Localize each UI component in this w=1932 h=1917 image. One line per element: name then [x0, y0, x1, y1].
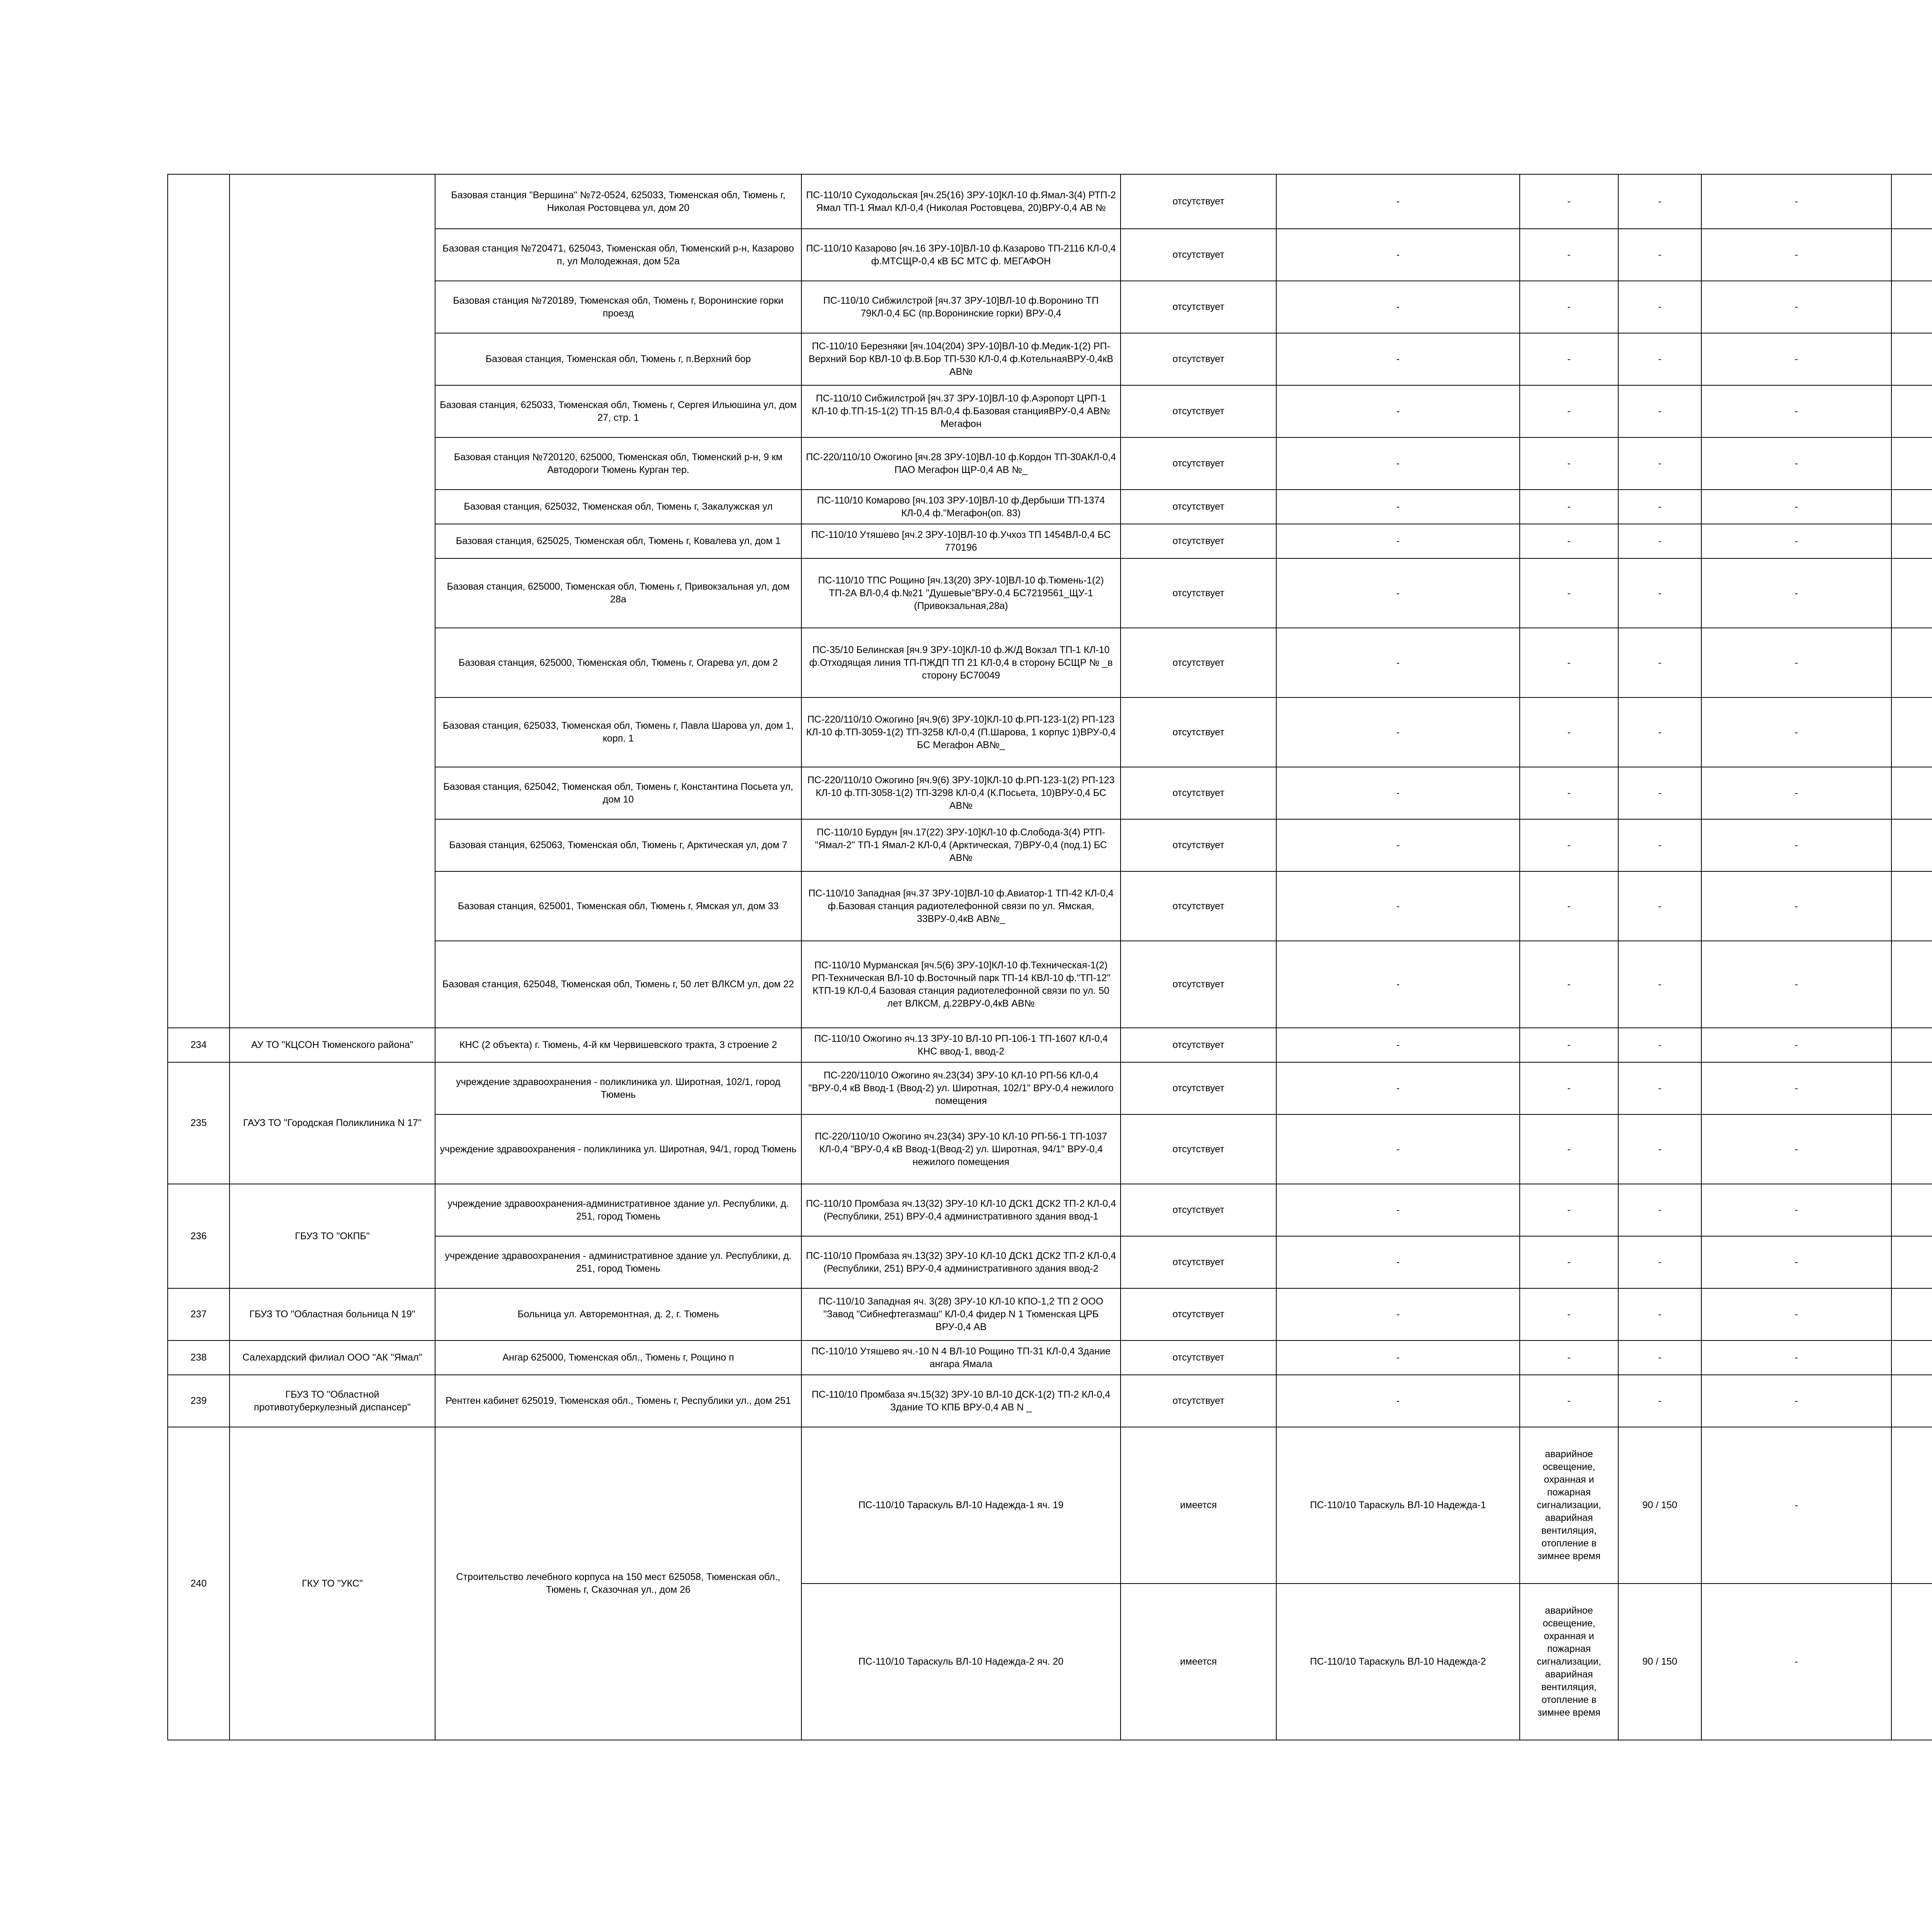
- cell-reserve: отсутствует: [1121, 490, 1276, 524]
- cell-col9: -: [1701, 1340, 1891, 1375]
- cell-col9: -: [1701, 871, 1891, 941]
- cell-col10: [1891, 558, 1932, 628]
- cell-consumers: -: [1520, 1375, 1618, 1427]
- cell-load: -: [1618, 767, 1701, 819]
- cell-load: -: [1618, 819, 1701, 871]
- cell-reserve-source: -: [1276, 1028, 1520, 1062]
- cell-reserve: отсутствует: [1121, 1375, 1276, 1427]
- cell-object: Базовая станция, 625063, Тюменская обл, Тюмень г, Арктическая ул, дом 7: [435, 819, 801, 871]
- cell-col10: [1891, 767, 1932, 819]
- cell-consumers: -: [1520, 1184, 1618, 1236]
- cell-org: Салехардский филиал ООО "АК "Ямал": [230, 1340, 435, 1375]
- cell-col9: -: [1701, 697, 1891, 767]
- cell-reserve: отсутствует: [1121, 174, 1276, 229]
- cell-power-source: ПС-110/10 Мурманская [яч.5(6) ЗРУ-10]КЛ-10 ф.Техническая-1(2) РП-Техническая ВЛ-10 ф.Восточный парк ТП-14 КВЛ-10 ф."ТП-12" КТП-19 КЛ-0,4 Базовая станция радиотелефонной связи по ул. 50 лет ВЛКСМ, д.22ВРУ-0,4кВ АВ№: [801, 941, 1121, 1028]
- cell-object: учреждение здравоохранения - поликлиника ул. Широтная, 94/1, город Тюмень: [435, 1114, 801, 1184]
- cell-load: -: [1618, 697, 1701, 767]
- cell-reserve-source: -: [1276, 1288, 1520, 1340]
- cell-object: Базовая станция, 625033, Тюменская обл, Тюмень г, Павла Шарова ул, дом 1, корп. 1: [435, 697, 801, 767]
- cell-object: Базовая станция "Вершина" №72-0524, 625033, Тюменская обл, Тюмень г, Николая Ростовцева ул, дом 20: [435, 174, 801, 229]
- cell-num: 239: [168, 1375, 230, 1427]
- cell-object: Базовая станция №720471, 625043, Тюменская обл, Тюменский р-н, Казарово п, ул Молодежная, дом 52а: [435, 229, 801, 281]
- cell-org: ГАУЗ ТО "Городская Поликлиника N 17": [230, 1062, 435, 1184]
- cell-reserve: имеется: [1121, 1584, 1276, 1740]
- cell-num: [168, 174, 230, 1028]
- cell-col9: -: [1701, 1062, 1891, 1114]
- cell-consumers: -: [1520, 1236, 1618, 1288]
- cell-power-source: ПС-35/10 Белинская [яч.9 ЗРУ-10]КЛ-10 ф.Ж/Д Вокзал ТП-1 КЛ-10 ф.Отходящая линия ТП-ПЖДП ТП 21 КЛ-0,4 в сторону БСЩР № _в сторону БС70049: [801, 628, 1121, 697]
- cell-object: Базовая станция, 625000, Тюменская обл, Тюмень г, Привокзальная ул, дом 28а: [435, 558, 801, 628]
- cell-object: Базовая станция, 625000, Тюменская обл, Тюмень г, Огарева ул, дом 2: [435, 628, 801, 697]
- cell-consumers: -: [1520, 1288, 1618, 1340]
- cell-col9: -: [1701, 1236, 1891, 1288]
- cell-load: -: [1618, 1288, 1701, 1340]
- cell-power-source: ПС-110/10 Промбаза яч.13(32) ЗРУ-10 КЛ-10 ДСК1 ДСК2 ТП-2 КЛ-0,4 (Республики, 251) ВРУ-0,4 административного здания ввод-2: [801, 1236, 1121, 1288]
- cell-col10: [1891, 819, 1932, 871]
- cell-object: Больница ул. Авторемонтная, д. 2, г. Тюмень: [435, 1288, 801, 1340]
- cell-reserve-source: -: [1276, 1236, 1520, 1288]
- cell-reserve-source: -: [1276, 697, 1520, 767]
- cell-reserve-source: -: [1276, 767, 1520, 819]
- cell-reserve-source: -: [1276, 1184, 1520, 1236]
- cell-load: -: [1618, 628, 1701, 697]
- cell-power-source: ПС-220/110/10 Ожогино [яч.9(6) ЗРУ-10]КЛ-10 ф.РП-123-1(2) РП-123 КЛ-10 ф.ТП-3059-1(2) ТП-3258 КЛ-0,4 (П.Шарова, 1 корпус 1)ВРУ-0,4 БС Мегафон АВ№_: [801, 697, 1121, 767]
- cell-consumers: -: [1520, 490, 1618, 524]
- cell-power-source: ПС-220/110/10 Ожогино яч.23(34) ЗРУ-10 КЛ-10 РП-56 КЛ-0,4 "ВРУ-0,4 кВ Ввод-1 (Ввод-2) ул. Широтная, 102/1" ВРУ-0,4 нежилого помещения: [801, 1062, 1121, 1114]
- cell-consumers: -: [1520, 1340, 1618, 1375]
- cell-power-source: ПС-220/110/10 Ожогино [яч.28 ЗРУ-10]ВЛ-10 ф.Кордон ТП-30АКЛ-0,4 ПАО Мегафон ЩР-0,4 АВ №_: [801, 437, 1121, 490]
- data-table: [167, 174, 1932, 1740]
- cell-consumers: -: [1520, 558, 1618, 628]
- cell-load: -: [1618, 174, 1701, 229]
- cell-consumers: -: [1520, 281, 1618, 333]
- cell-col10: [1891, 1288, 1932, 1340]
- cell-load: -: [1618, 1375, 1701, 1427]
- cell-load: -: [1618, 229, 1701, 281]
- cell-col10: [1891, 333, 1932, 385]
- cell-consumers: -: [1520, 524, 1618, 558]
- cell-reserve-source: -: [1276, 1340, 1520, 1375]
- cell-power-source: ПС-110/10 Ожогино яч.13 ЗРУ-10 ВЛ-10 РП-106-1 ТП-1607 КЛ-0,4 КНС ввод-1, ввод-2: [801, 1028, 1121, 1062]
- cell-reserve: отсутствует: [1121, 628, 1276, 697]
- cell-col10: [1891, 1236, 1932, 1288]
- cell-reserve-source: -: [1276, 229, 1520, 281]
- cell-object: КНС (2 объекта) г. Тюмень, 4-й км Червишевского тракта, 3 строение 2: [435, 1028, 801, 1062]
- cell-object: Базовая станция, 625042, Тюменская обл, Тюмень г, Константина Посьета ул, дом 10: [435, 767, 801, 819]
- cell-reserve-source: -: [1276, 1114, 1520, 1184]
- cell-col9: -: [1701, 558, 1891, 628]
- cell-object: Базовая станция, 625001, Тюменская обл, Тюмень г, Ямская ул, дом 33: [435, 871, 801, 941]
- cell-col10: [1891, 1340, 1932, 1375]
- cell-consumers: -: [1520, 941, 1618, 1028]
- cell-reserve: отсутствует: [1121, 524, 1276, 558]
- cell-reserve: имеется: [1121, 1427, 1276, 1584]
- cell-load: -: [1618, 281, 1701, 333]
- cell-reserve: отсутствует: [1121, 281, 1276, 333]
- cell-col9: -: [1701, 490, 1891, 524]
- cell-reserve: отсутствует: [1121, 558, 1276, 628]
- cell-col9: -: [1701, 1584, 1891, 1740]
- cell-power-source: ПС-220/110/10 Ожогино яч.23(34) ЗРУ-10 КЛ-10 РП-56-1 ТП-1037 КЛ-0,4 "ВРУ-0,4 кВ Ввод-1(Ввод-2) ул. Широтная, 94/1" ВРУ-0,4 нежилого помещения: [801, 1114, 1121, 1184]
- cell-object: учреждение здравоохранения-административное здание ул. Республики, д. 251, город Тюмень: [435, 1184, 801, 1236]
- cell-num: 237: [168, 1288, 230, 1340]
- cell-object: Базовая станция, 625032, Тюменская обл, Тюмень г, Закалужская ул: [435, 490, 801, 524]
- cell-object: Базовая станция №720189, Тюменская обл, Тюмень г, Воронинские горки проезд: [435, 281, 801, 333]
- cell-col10: [1891, 1114, 1932, 1184]
- cell-col10: [1891, 941, 1932, 1028]
- cell-col10: [1891, 490, 1932, 524]
- cell-object: Ангар 625000, Тюменская обл., Тюмень г, Рощино п: [435, 1340, 801, 1375]
- cell-col9: -: [1701, 281, 1891, 333]
- cell-org: ГБУЗ ТО "Областной противотуберкулезный диспансер": [230, 1375, 435, 1427]
- cell-col10: [1891, 1028, 1932, 1062]
- cell-col10: [1891, 174, 1932, 229]
- cell-col10: [1891, 524, 1932, 558]
- cell-reserve: отсутствует: [1121, 697, 1276, 767]
- cell-load: -: [1618, 871, 1701, 941]
- cell-col9: -: [1701, 941, 1891, 1028]
- cell-reserve: отсутствует: [1121, 1062, 1276, 1114]
- cell-reserve: отсутствует: [1121, 1236, 1276, 1288]
- cell-reserve-source: -: [1276, 437, 1520, 490]
- cell-load: 90 / 150: [1618, 1584, 1701, 1740]
- cell-object: Строительство лечебного корпуса на 150 мест 625058, Тюменская обл., Тюмень г, Сказочная ул., дом 26: [435, 1427, 801, 1740]
- cell-load: -: [1618, 1028, 1701, 1062]
- cell-load: -: [1618, 524, 1701, 558]
- cell-power-source: ПС-110/10 Сибжилстрой [яч.37 ЗРУ-10]ВЛ-10 ф.Воронино ТП 79КЛ-0,4 БС (пр.Воронинские горки) ВРУ-0,4: [801, 281, 1121, 333]
- cell-power-source: ПС-110/10 Утяшево яч.-10 N 4 ВЛ-10 Рощино ТП-31 КЛ-0,4 Здание ангара Ямала: [801, 1340, 1121, 1375]
- cell-load: -: [1618, 1236, 1701, 1288]
- cell-power-source: ПС-110/10 Сибжилстрой [яч.37 ЗРУ-10]ВЛ-10 ф.Аэропорт ЦРП-1 КЛ-10 ф.ТП-15-1(2) ТП-15 ВЛ-0,4 ф.Базовая станцияВРУ-0,4 АВ№ Мегафон: [801, 385, 1121, 437]
- cell-load: -: [1618, 1340, 1701, 1375]
- cell-col9: -: [1701, 524, 1891, 558]
- cell-consumers: -: [1520, 174, 1618, 229]
- cell-object: Базовая станция №720120, 625000, Тюменская обл, Тюменский р-н, 9 км Автодороги Тюмень Курган тер.: [435, 437, 801, 490]
- cell-org: ГБУЗ ТО "ОКПБ": [230, 1184, 435, 1288]
- cell-reserve: отсутствует: [1121, 385, 1276, 437]
- cell-reserve: отсутствует: [1121, 333, 1276, 385]
- cell-num: 234: [168, 1028, 230, 1062]
- cell-reserve-source: -: [1276, 524, 1520, 558]
- cell-power-source: ПС-110/10 ТПС Рощино [яч.13(20) ЗРУ-10]ВЛ-10 ф.Тюмень-1(2) ТП-2А ВЛ-0,4 ф.№21 "Душевые"ВРУ-0,4 БС7219561_ЩУ-1 (Привокзальная,28а): [801, 558, 1121, 628]
- cell-power-source: ПС-110/10 Западная яч. 3(28) ЗРУ-10 КЛ-10 КПО-1,2 ТП 2 ООО "Завод "Сибнефтегазмаш" КЛ-0,4 фидер N 1 Тюменская ЦРБ ВРУ-0,4 АВ: [801, 1288, 1121, 1340]
- cell-object: Рентген кабинет 625019, Тюменская обл., Тюмень г, Республики ул., дом 251: [435, 1375, 801, 1427]
- cell-col9: -: [1701, 229, 1891, 281]
- cell-consumers: аварийное освещение, охранная и пожарная сигнализации, аварийная вентиляция, отопление в зимнее время: [1520, 1584, 1618, 1740]
- cell-load: -: [1618, 437, 1701, 490]
- cell-consumers: -: [1520, 229, 1618, 281]
- cell-reserve-source: -: [1276, 628, 1520, 697]
- cell-num: 236: [168, 1184, 230, 1288]
- cell-consumers: -: [1520, 819, 1618, 871]
- cell-reserve: отсутствует: [1121, 437, 1276, 490]
- cell-consumers: -: [1520, 628, 1618, 697]
- cell-col9: -: [1701, 1375, 1891, 1427]
- cell-reserve: отсутствует: [1121, 871, 1276, 941]
- cell-col10: [1891, 1375, 1932, 1427]
- cell-load: 90 / 150: [1618, 1427, 1701, 1584]
- cell-col9: -: [1701, 333, 1891, 385]
- cell-col10: [1891, 1184, 1932, 1236]
- cell-power-source: ПС-110/10 Казарово [яч.16 ЗРУ-10]ВЛ-10 ф.Казарово ТП-2116 КЛ-0,4 ф.МТСЩР-0,4 кВ БС МТС ф. МЕГАФОН: [801, 229, 1121, 281]
- cell-load: -: [1618, 1184, 1701, 1236]
- cell-col10: [1891, 871, 1932, 941]
- cell-object: Базовая станция, 625033, Тюменская обл, Тюмень г, Сергея Ильюшина ул, дом 27, стр. 1: [435, 385, 801, 437]
- cell-consumers: -: [1520, 437, 1618, 490]
- cell-consumers: -: [1520, 1114, 1618, 1184]
- cell-col10: [1891, 437, 1932, 490]
- cell-power-source: ПС-110/10 Утяшево [яч.2 ЗРУ-10]ВЛ-10 ф.Учхоз ТП 1454ВЛ-0,4 БС 770196: [801, 524, 1121, 558]
- cell-col10: [1891, 385, 1932, 437]
- cell-load: -: [1618, 941, 1701, 1028]
- cell-reserve-source: -: [1276, 871, 1520, 941]
- cell-col9: -: [1701, 174, 1891, 229]
- cell-consumers: -: [1520, 767, 1618, 819]
- cell-reserve: отсутствует: [1121, 1288, 1276, 1340]
- cell-load: -: [1618, 1062, 1701, 1114]
- cell-reserve: отсутствует: [1121, 1028, 1276, 1062]
- cell-object: Базовая станция, Тюменская обл, Тюмень г, п.Верхний бор: [435, 333, 801, 385]
- cell-col9: -: [1701, 628, 1891, 697]
- cell-object: Базовая станция, 625025, Тюменская обл, Тюмень г, Ковалева ул, дом 1: [435, 524, 801, 558]
- cell-col9: -: [1701, 437, 1891, 490]
- cell-reserve-source: ПС-110/10 Тараскуль ВЛ-10 Надежда-1: [1276, 1427, 1520, 1584]
- cell-num: 235: [168, 1062, 230, 1184]
- cell-load: -: [1618, 1114, 1701, 1184]
- cell-power-source: ПС-110/10 Тараскуль ВЛ-10 Надежда-2 яч. 20: [801, 1584, 1121, 1740]
- cell-reserve-source: -: [1276, 490, 1520, 524]
- cell-reserve-source: -: [1276, 333, 1520, 385]
- cell-col9: -: [1701, 1114, 1891, 1184]
- cell-consumers: -: [1520, 1062, 1618, 1114]
- table-body: [168, 174, 1932, 1740]
- cell-reserve-source: -: [1276, 281, 1520, 333]
- cell-reserve: отсутствует: [1121, 229, 1276, 281]
- cell-reserve: отсутствует: [1121, 767, 1276, 819]
- cell-num: 240: [168, 1427, 230, 1740]
- cell-reserve-source: -: [1276, 819, 1520, 871]
- cell-consumers: -: [1520, 333, 1618, 385]
- cell-load: -: [1618, 385, 1701, 437]
- cell-power-source: ПС-110/10 Западная [яч.37 ЗРУ-10]ВЛ-10 ф.Авиатор-1 ТП-42 КЛ-0,4 ф.Базовая станция радиотелефонной связи по ул. Ямская, 33ВРУ-0,4кВ АВ№_: [801, 871, 1121, 941]
- cell-reserve: отсутствует: [1121, 1114, 1276, 1184]
- cell-consumers: аварийное освещение, охранная и пожарная сигнализации, аварийная вентиляция, отопление в зимнее время: [1520, 1427, 1618, 1584]
- cell-power-source: ПС-220/110/10 Ожогино [яч.9(6) ЗРУ-10]КЛ-10 ф.РП-123-1(2) РП-123 КЛ-10 ф.ТП-3058-1(2) ТП-3298 КЛ-0,4 (К.Посьета, 10)ВРУ-0,4 БС АВ№: [801, 767, 1121, 819]
- cell-num: 238: [168, 1340, 230, 1375]
- cell-object: учреждение здравоохранения - административное здание ул. Республики, д. 251, город Тюмень: [435, 1236, 801, 1288]
- cell-power-source: ПС-110/10 Бурдун [яч.17(22) ЗРУ-10]КЛ-10 ф.Слобода-3(4) РТП-"Ямал-2" ТП-1 Ямал-2 КЛ-0,4 (Арктическая, 7)ВРУ-0,4 (под.1) БС АВ№: [801, 819, 1121, 871]
- cell-reserve: отсутствует: [1121, 1184, 1276, 1236]
- cell-power-source: ПС-110/10 Березняки [яч.104(204) ЗРУ-10]ВЛ-10 ф.Медик-1(2) РП-Верхний Бор КВЛ-10 ф.В.Бор ТП-530 КЛ-0,4 ф.КотельнаяВРУ-0,4кВ АВ№: [801, 333, 1121, 385]
- cell-col9: -: [1701, 1288, 1891, 1340]
- cell-reserve-source: -: [1276, 1375, 1520, 1427]
- cell-col10: [1891, 281, 1932, 333]
- cell-consumers: -: [1520, 385, 1618, 437]
- cell-col10: [1891, 229, 1932, 281]
- cell-power-source: ПС-110/10 Тараскуль ВЛ-10 Надежда-1 яч. 19: [801, 1427, 1121, 1584]
- cell-object: Базовая станция, 625048, Тюменская обл, Тюмень г, 50 лет ВЛКСМ ул, дом 22: [435, 941, 801, 1028]
- cell-load: -: [1618, 490, 1701, 524]
- cell-object: учреждение здравоохранения - поликлиника ул. Широтная, 102/1, город Тюмень: [435, 1062, 801, 1114]
- cell-consumers: -: [1520, 1028, 1618, 1062]
- cell-col9: -: [1701, 1427, 1891, 1584]
- cell-col10: [1891, 628, 1932, 697]
- cell-reserve-source: -: [1276, 1062, 1520, 1114]
- cell-reserve-source: -: [1276, 385, 1520, 437]
- cell-reserve: отсутствует: [1121, 1340, 1276, 1375]
- cell-col10: [1891, 1584, 1932, 1740]
- cell-col10: [1891, 1427, 1932, 1584]
- cell-org: ГБУЗ ТО "Областная больница N 19": [230, 1288, 435, 1340]
- cell-col9: -: [1701, 1184, 1891, 1236]
- cell-reserve-source: -: [1276, 558, 1520, 628]
- cell-reserve: отсутствует: [1121, 941, 1276, 1028]
- cell-reserve: отсутствует: [1121, 819, 1276, 871]
- cell-col10: [1891, 1062, 1932, 1114]
- cell-col9: -: [1701, 1028, 1891, 1062]
- cell-consumers: -: [1520, 697, 1618, 767]
- cell-power-source: ПС-110/10 Комарово [яч.103 ЗРУ-10]ВЛ-10 ф.Дербыши ТП-1374 КЛ-0,4 ф."Мегафон(оп. 83): [801, 490, 1121, 524]
- cell-reserve-source: -: [1276, 174, 1520, 229]
- cell-org: [230, 174, 435, 1028]
- cell-reserve-source: ПС-110/10 Тараскуль ВЛ-10 Надежда-2: [1276, 1584, 1520, 1740]
- cell-reserve-source: -: [1276, 941, 1520, 1028]
- cell-col9: -: [1701, 767, 1891, 819]
- cell-col9: -: [1701, 385, 1891, 437]
- cell-power-source: ПС-110/10 Суходольская [яч.25(16) ЗРУ-10]КЛ-10 ф.Ямал-3(4) РТП-2 Ямал ТП-1 Ямал КЛ-0,4 (Николая Ростовцева, 20)ВРУ-0,4 АВ №: [801, 174, 1121, 229]
- cell-col10: [1891, 697, 1932, 767]
- cell-org: АУ ТО "КЦСОН Тюменского района": [230, 1028, 435, 1062]
- cell-power-source: ПС-110/10 Промбаза яч.15(32) ЗРУ-10 ВЛ-10 ДСК-1(2) ТП-2 КЛ-0,4 Здание ТО КПБ ВРУ-0,4 АВ N _: [801, 1375, 1121, 1427]
- cell-load: -: [1618, 558, 1701, 628]
- cell-col9: -: [1701, 819, 1891, 871]
- cell-load: -: [1618, 333, 1701, 385]
- cell-consumers: -: [1520, 871, 1618, 941]
- cell-power-source: ПС-110/10 Промбаза яч.13(32) ЗРУ-10 КЛ-10 ДСК1 ДСК2 ТП-2 КЛ-0,4 (Республики, 251) ВРУ-0,4 административного здания ввод-1: [801, 1184, 1121, 1236]
- cell-org: ГКУ ТО "УКС": [230, 1427, 435, 1740]
